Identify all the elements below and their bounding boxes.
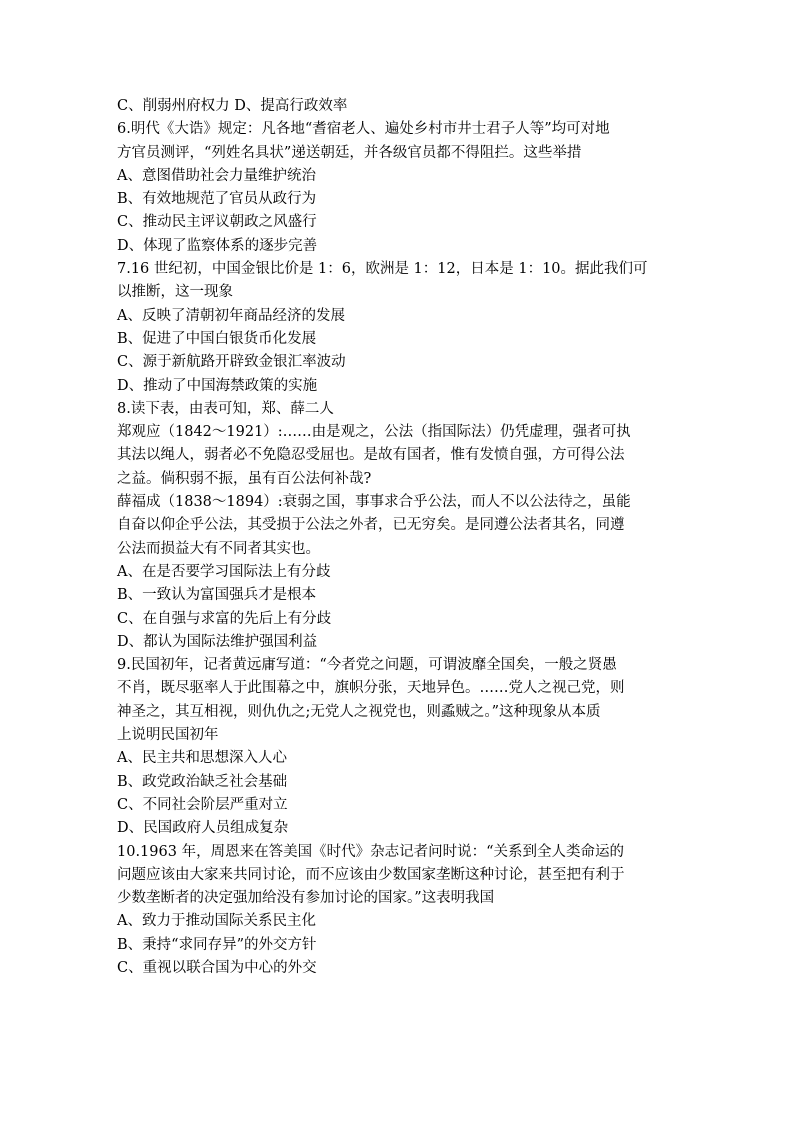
question-9-option-d: D、民国政府人员组成复杂 <box>117 820 289 837</box>
question-8-quote-line-3: 之益。倘积弱不振，虽有百公法何补哉? <box>117 470 372 487</box>
question-6-option-a: A、意图借助社会力量维护统治 <box>117 167 316 184</box>
question-10-option-c: C、重视以联合国为中心的外交 <box>117 959 317 976</box>
question-10-stem-line-1: 10.1963 年，周恩来在答美国《时代》杂志记者问时说：“关系到全人类命运的 <box>117 843 624 860</box>
question-6-stem-line-2: 方官员测评，“列姓名具状”递送朝廷，并各级官员都不得阻拦。这些举措 <box>117 144 582 161</box>
question-8-quote-line-6: 公法而损益大有不同者其实也。 <box>117 540 320 557</box>
question-8-quote-line-1: 郑观应（1842～1921）:……由是观之，公法（指国际法）仍凭虚理，强者可执 <box>117 424 631 441</box>
text-line-1: C、削弱州府权力 D、提高行政效率 <box>117 98 348 114</box>
question-9-stem-line-4: 上说明民国初年 <box>117 727 219 744</box>
question-8-option-c: C、在自强与求富的先后上有分歧 <box>117 610 332 627</box>
question-8-option-a: A、在是否要学习国际法上有分歧 <box>117 563 331 580</box>
question-7-option-c: C、源于新航路开辟致金银汇率波动 <box>117 354 346 371</box>
question-8-quote-line-2: 其法以绳人，弱者必不免隐忍受屈也。是故有国者，惟有发愤自强，方可得公法 <box>117 447 625 464</box>
question-10-stem-line-2: 问题应该由大家来共同讨论，而不应该由少数国家垄断这种讨论，甚至把有利于 <box>117 866 625 883</box>
question-7-option-a: A、反映了清朝初年商品经济的发展 <box>117 307 345 324</box>
question-7-option-d: D、推动了中国海禁政策的实施 <box>117 377 318 394</box>
question-8-quote-line-4: 薛福成（1838～1894）:衰弱之国，事事求合乎公法，而人不以公法待之，虽能 <box>117 494 631 511</box>
question-6-option-b: B、有效地规范了官员从政行为 <box>117 191 317 208</box>
question-8-option-b: B、一致认为富国强兵才是根本 <box>117 587 317 604</box>
question-9-stem-line-3: 神圣之，其互相视，则仇仇之;无党人之视党也，则蟊贼之。”这种现象从本质 <box>117 703 601 720</box>
question-7-option-b: B、促进了中国白银货币化发展 <box>117 330 317 347</box>
question-9-stem-line-1: 9.民国初年，记者黄远庸写道：“今者党之问题，可谓波靡全国矣，一般之贤愚 <box>117 657 617 674</box>
question-6-option-c: C、推动民主评议朝政之风盛行 <box>117 214 317 231</box>
question-9-option-b: B、政党政治缺乏社会基础 <box>117 773 288 790</box>
question-10-option-a: A、致力于推动国际关系民主化 <box>117 913 316 930</box>
question-8-quote-line-5: 自奋以仰企乎公法，其受损于公法之外者，已无穷矣。是同遵公法者其名，同遵 <box>117 517 625 534</box>
question-7-stem-line-1: 7.16 世纪初，中国金银比价是 1：6，欧洲是 1：12，日本是 1：10。据此我们可 <box>117 261 648 278</box>
question-6-stem-line-1: 6.明代《大诰》规定：凡各地“耆宿老人、遍处乡村市井士君子人等”均可对地 <box>117 121 610 138</box>
question-10-stem-line-3: 少数垄断者的决定强加给没有参加讨论的国家。”这表明我国 <box>117 890 495 907</box>
question-10-option-b: B、秉持“求同存异”的外交方针 <box>117 936 317 953</box>
question-8-stem: 8.读下表，由表可知，郑、薛二人 <box>117 400 334 417</box>
question-9-stem-line-2: 不肖，既尽驱率人于此围幕之中，旗帜分张，天地异色。……党人之视己党，则 <box>117 680 625 697</box>
question-9-option-c: C、不同社会阶层严重对立 <box>117 796 288 813</box>
question-6-option-d: D、体现了监察体系的逐步完善 <box>117 237 318 254</box>
question-8-option-d: D、都认为国际法维护强国利益 <box>117 633 318 650</box>
document-page <box>117 95 679 980</box>
question-9-option-a: A、民主共和思想深入人心 <box>117 750 287 767</box>
question-7-stem-line-2: 以推断，这一现象 <box>117 284 233 301</box>
